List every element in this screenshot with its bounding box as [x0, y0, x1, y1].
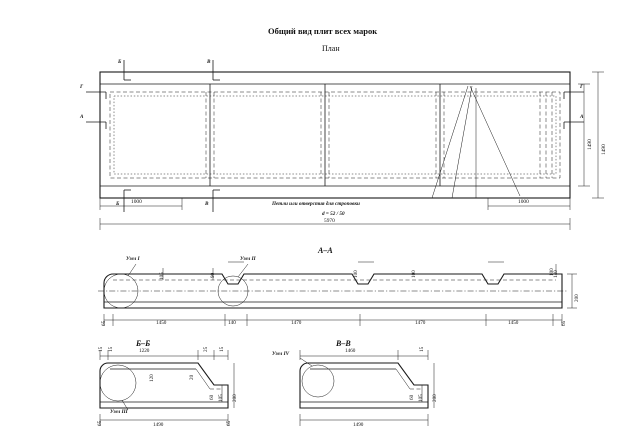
plan-label: План	[322, 44, 340, 53]
page-title: Общий вид плит всех марок	[268, 26, 378, 36]
bb-dim-200: 200	[232, 394, 238, 402]
bb-dim-120: 120	[149, 374, 155, 382]
aa-dim-1470-b: 1470	[415, 320, 426, 326]
section-aa-label: А–А	[318, 246, 333, 255]
section-mark-v-top: В	[207, 59, 211, 65]
bb-dim-1220: 1220	[139, 348, 150, 354]
aa-dim-1470-a: 1470	[291, 320, 302, 326]
node-1-label: Узел I	[126, 256, 140, 262]
bb-dim-60: 60	[209, 394, 215, 400]
bb-dim-15-a: 15	[98, 346, 104, 352]
node-4-label: Узел IV	[272, 351, 290, 357]
vv-dim-200: 200	[432, 394, 438, 402]
section-mark-a-left: А	[80, 114, 84, 120]
aa-dim-65-right: 65	[561, 320, 567, 326]
vv-dim-15: 15	[419, 346, 425, 352]
node-3-label: Узел III	[110, 409, 128, 415]
vv-dim-60: 60	[409, 394, 415, 400]
lifting-loops-note-line1: Петли или отверстия для строповки	[272, 201, 360, 207]
lifting-loops-note-line2: d = 52 / 50	[322, 211, 345, 217]
section-mark-b-bottom: Б	[116, 201, 120, 207]
section-mark-v-bottom: В	[205, 201, 209, 207]
vv-dim-105: 105	[418, 394, 424, 402]
aa-dim-105: 105	[159, 272, 165, 280]
vv-dim-1490: 1490	[353, 422, 364, 428]
aa-dim-140: 140	[553, 270, 559, 278]
aa-dim-100-a: 100	[353, 270, 359, 278]
aa-dim-65-left: 65	[101, 320, 107, 326]
bb-dim-105: 105	[218, 394, 224, 402]
bb-dim-1490: 1490	[153, 422, 164, 428]
plan-dim-1000-right: 1000	[518, 199, 529, 205]
plan-dim-right-inner: 1490	[587, 139, 593, 150]
node-2-label: Узел II	[240, 256, 256, 262]
bb-dim-20: 20	[189, 374, 195, 380]
aa-dim-90: 90	[210, 272, 216, 278]
bb-dim-25: 25	[203, 346, 209, 352]
section-mark-g-right: Г	[580, 84, 584, 90]
section-mark-a-right: А	[580, 114, 584, 120]
aa-dim-200: 200	[574, 294, 580, 302]
bb-dim-15-c: 15	[219, 346, 225, 352]
bb-dim-65-right: 65	[226, 420, 232, 426]
aa-dim-100-b: 100	[411, 270, 417, 278]
aa-dim-1450-right: 1450	[508, 320, 519, 326]
section-mark-g-left: Г	[80, 84, 84, 90]
section-bb-label: Б–Б	[136, 339, 151, 348]
plan-dim-5970: 5970	[324, 218, 335, 224]
plan-dim-1000-left: 1000	[131, 199, 142, 205]
bb-dim-65-left: 65	[97, 420, 103, 426]
section-vv-label: В–В	[336, 339, 351, 348]
bb-dim-15-b: 15	[108, 346, 114, 352]
aa-dim-1450-left: 1450	[156, 320, 167, 326]
aa-dim-140: 140	[228, 320, 236, 326]
vv-dim-1460: 1460	[345, 348, 356, 354]
plan-dim-right-outer: 1490	[601, 144, 607, 155]
section-mark-b-top: Б	[118, 59, 122, 65]
aa-dim-100-side: 100	[549, 268, 555, 276]
